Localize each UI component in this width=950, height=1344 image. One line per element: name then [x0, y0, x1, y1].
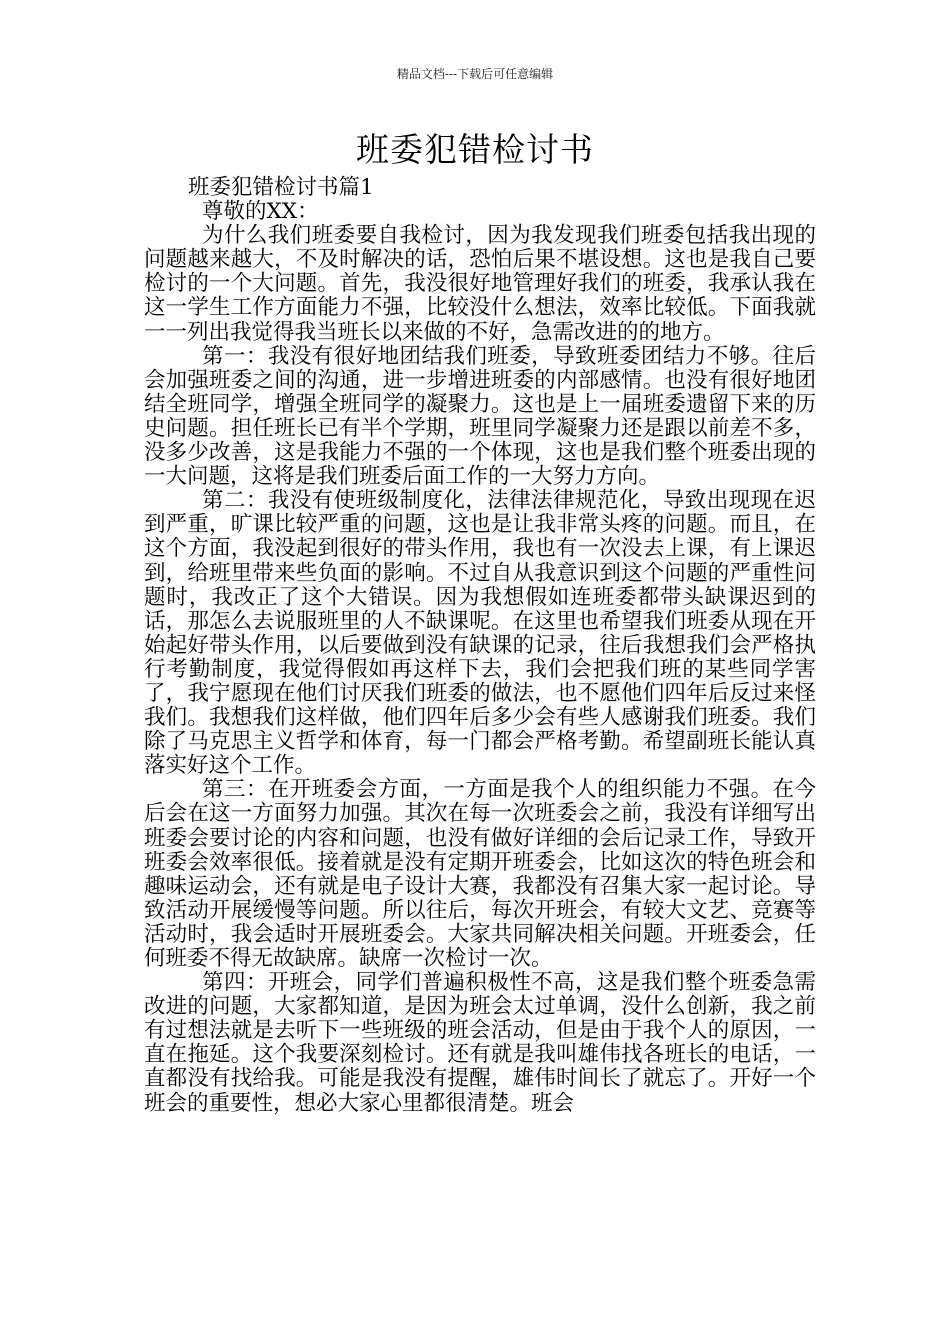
paragraph-intro: 为什么我们班委要自我检讨，因为我发现我们班委包括我出现的问题越来越大，不及时解决的话，恐怕后果不堪设想。这也是我自己要检讨的一个大问题。首先，我没很好地管理好我们的班委，我承认我在这一学生工作方面能力不强，比较没什么想法，效率比较低。下面我就一一列出我觉得我当班长以来做的不好，急需改进的的地方。 — [144, 223, 816, 345]
header-note: 精品文档---下载后可任意编辑 — [396, 67, 554, 81]
paragraph-fourth: 第四：开班会，同学们普遍积极性不高，这是我们整个班委急需改进的问题，大家都知道，是因为班会太过单调，没什么创新，我之前有过想法就是去听下一些班级的班会活动，但是由于我个人的原因，一直在拖延。这个我要深刻检讨。还有就是我叫雄伟找各班长的电话，一直都没有找给我。可能是我没有提醒，雄伟时间长了就忘了。开好一个班会的重要性，想必大家心里都很清楚。班会 — [144, 970, 816, 1116]
salutation: 尊敬的XX： — [202, 199, 319, 225]
document-subtitle: 班委犯错检讨书篇1 — [188, 175, 374, 200]
document-body — [144, 176, 816, 1116]
document-title: 班委犯错检讨书 — [356, 130, 594, 169]
paragraph-third: 第三：在开班委会方面，一方面是我个人的组织能力不强。在今后会在这一方面努力加强。其次在每一次班委会之前，我没有详细写出班委会要讨论的内容和问题，也没有做好详细的会后记录工作，导致开班委会效率很低。接着就是没有定期开班委会，比如这次的特色班会和趣味运动会，还有就是电子设计大赛，我都没有召集大家一起讨论。导致活动开展缓慢等问题。所以往后，每次开班会，有较大文艺、竞赛等活动时，我会适时开展班委会。大家共同解决相关问题。开班委会，任何班委不得无故缺席。缺席一次检讨一次。 — [144, 777, 816, 971]
paragraph-first: 第一：我没有很好地团结我们班委，导致班委团结力不够。往后会加强班委之间的沟通，进一步增进班委的内部感情。也没有很好地团结全班同学，增强全班同学的凝聚力。这也是上一届班委遗留下来的历史问题。担任班长已有半个学期，班里同学凝聚力还是跟以前差不多，没多少改善，这是我能力不强的一个体现，这也是我们整个班委出现的一大问题，这将是我们班委后面工作的一大努力方向。 — [144, 343, 816, 490]
paragraph-second: 第二：我没有使班级制度化，法律法律规范化，导致出现现在迟到严重，旷课比较严重的问题，这也是让我非常头疼的问题。而且，在这个方面，我没起到很好的带头作用，我也有一次没去上课，有上课迟到，给班里带来些负面的影响。不过自从我意识到这个问题的严重性问题时，我改正了这个大错误。因为我想假如连班委都带头缺课迟到的话，那怎么去说服班里的人不缺课呢。在这里也希望我们班委从现在开始起好带头作用，以后要做到没有缺课的记录，往后我想我们会严格执行考勤制度，我觉得假如再这样下去，我们会把我们班的某些同学害了，我宁愿现在他们讨厌我们班委的做法，也不愿他们四年后反过来怪我们。我想我们这样做，他们四年后多少会有些人感谢我们班委。我们除了马克思主义哲学和体育，每一门都会严格考勤。希望副班长能认真落实好这个工作。 — [144, 488, 816, 779]
